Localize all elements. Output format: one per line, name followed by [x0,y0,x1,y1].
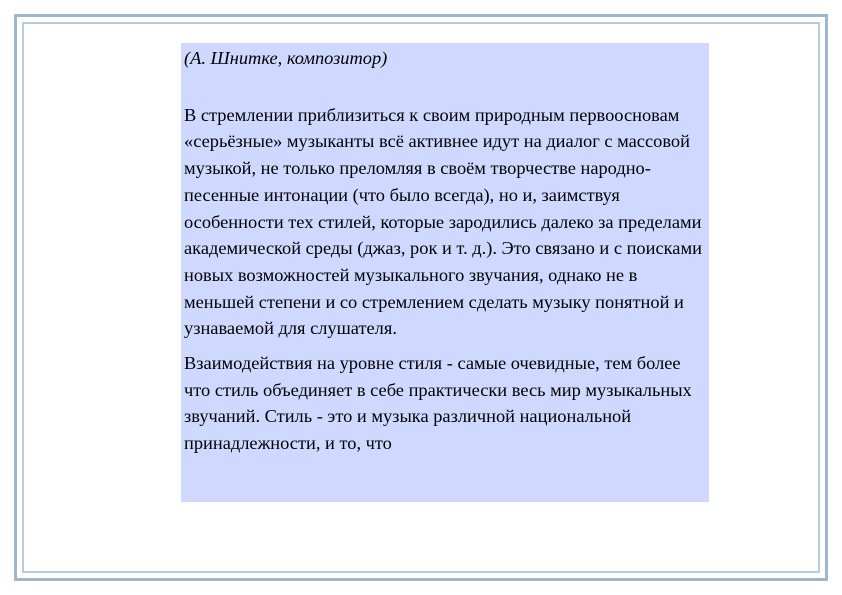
paragraph-1: В стремлении приблизиться к своим природным первоосновам «серьёзные» музыканты всё активнее идут на диалог с массовой музыкой, не только преломляя в своём творчестве народно-песенные интонации (что было всегда), но и, заимствуя особенности тех стилей, которые зародились далеко за пределами академической среды (джаз, рок и т. д.). Это связано и с поисками новых возможностей музыкального звучания, однако не в меньшей степени и со стремлением сделать музыку понятной и узнаваемой для слушателя. [184,104,702,339]
paragraph-2: Взаимодействия на уровне стиля - самые очевидные, тем более что стиль объединяет в себе практически весь мир музыкальных звучаний. Стиль - это и музыка различной национальной принадлежности, и то, что [184,353,692,454]
text-block [181,43,709,502]
attribution-line: (А. Шнитке, композитор) [184,48,388,68]
